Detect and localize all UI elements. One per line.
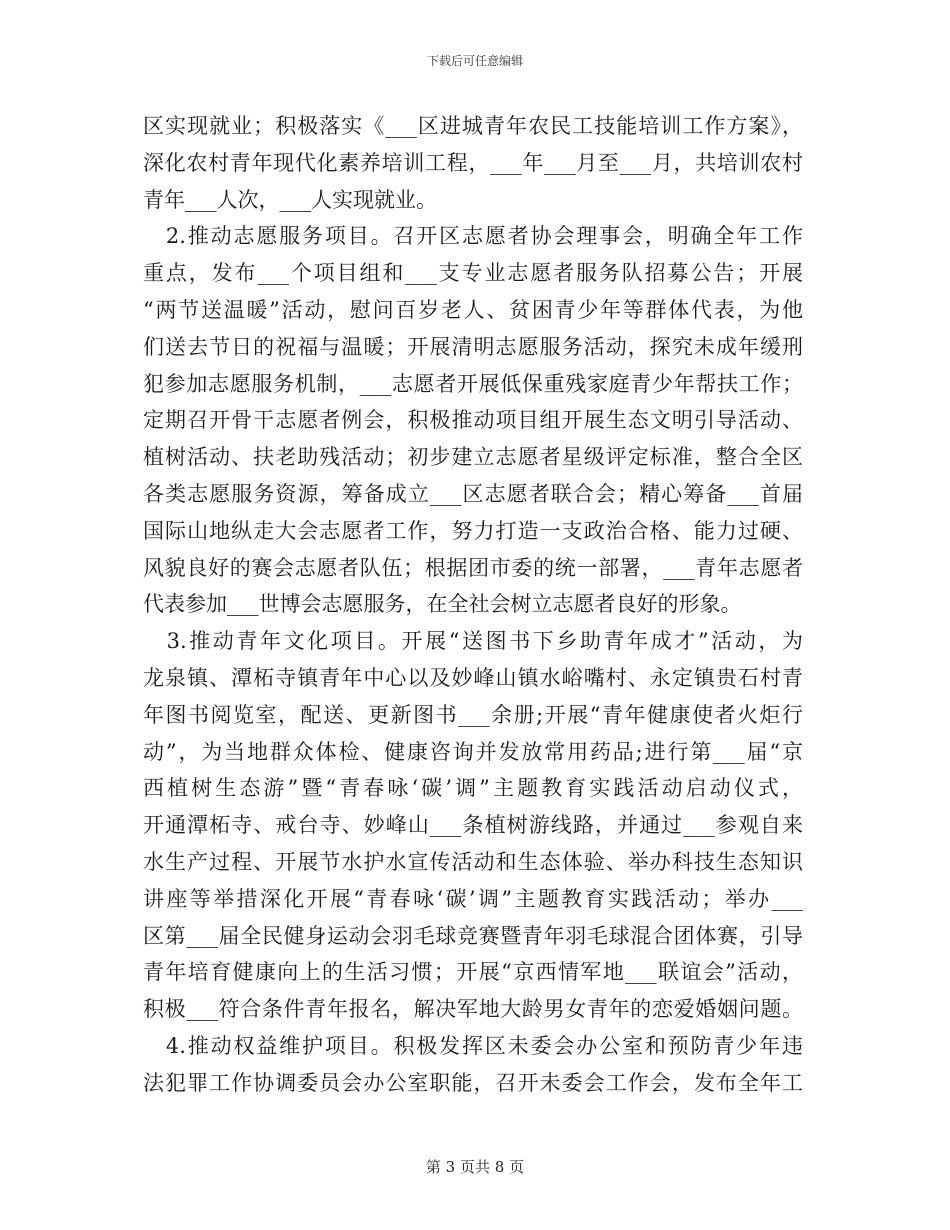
text-line: 开通潭柘寺、戒台寺、妙峰山___条植树游线路，并通过___参观自来	[143, 813, 803, 838]
text-line: 年图书阅览室，配送、更新图书___余册;开展“青年健康使者火炬行	[143, 702, 803, 727]
text-line: 3.推动青年文化项目。开展“送图书下乡助青年成才”活动，为	[143, 629, 803, 654]
text-line: 定期召开骨干志愿者例会，积极推动项目组开展生态文明引导活动、	[143, 408, 803, 433]
text-line: 区实现就业；积极落实《___区进城青年农民工技能培训工作方案》，	[143, 114, 803, 138]
text-line: 龙泉镇、潭柘寺镇青年中心以及妙峰山镇水峪嘴村、永定镇贵石村青	[143, 665, 803, 690]
text-line: 各类志愿服务资源，筹备成立___区志愿者联合会；精心筹备___首届	[143, 481, 803, 506]
body-text	[143, 108, 803, 1102]
text-line: 深化农村青年现代化素养培训工程，___年___月至___月，共培训农村	[143, 150, 803, 175]
text-line: 植树活动、扶老助残活动；初步建立志愿者星级评定标准，整合全区	[143, 445, 803, 470]
page-header: 下载后可任意编辑	[426, 54, 523, 68]
text-line: 风貌良好的赛会志愿者队伍；根据团市委的统一部署，___青年志愿者	[143, 555, 803, 580]
text-line: 青年___人次，___人实现就业。	[143, 187, 437, 212]
text-line: 动”，为当地群众体检、健康咨询并发放常用药品;进行第___届“京	[143, 739, 803, 764]
text-line: 2.推动志愿服务项目。召开区志愿者协会理事会，明确全年工作	[143, 224, 803, 249]
text-line: 区第___届全民健身运动会羽毛球竞赛暨青年羽毛球混合团体赛，引导	[143, 923, 803, 948]
text-line: 积极___符合条件青年报名，解决军地大龄男女青年的恋爱婚姻问题。	[143, 997, 803, 1022]
text-line: 4.推动权益维护项目。积极发挥区未委会办公室和预防青少年违	[143, 1033, 803, 1058]
text-line: 讲座等举措深化开展“青春咏‘碳’调”主题教育实践活动；举办___	[143, 886, 803, 911]
text-line: 重点，发布___个项目组和___支专业志愿者服务队招募公告；开展	[143, 261, 803, 286]
text-line: 代表参加___世博会志愿服务，在全社会树立志愿者良好的形象。	[143, 592, 742, 617]
text-line: 国际山地纵走大会志愿者工作，努力打造一支政治合格、能力过硬、	[143, 518, 803, 543]
text-line: 们送去节日的祝福与温暖；开展清明志愿服务活动，探究未成年缓刑	[143, 334, 803, 359]
page-footer: 第 3 页共 8 页	[425, 1158, 525, 1176]
text-line: 犯参加志愿服务机制，___志愿者开展低保重残家庭青少年帮扶工作；	[143, 371, 803, 396]
text-line: 水生产过程、开展节水护水宣传活动和生态体验、举办科技生态知识	[143, 849, 803, 874]
text-line: 青年培育健康向上的生活习惯；开展“京西情军地___联谊会”活动，	[143, 960, 803, 985]
text-line: 法犯罪工作协调委员会办公室职能，召开未委会工作会，发布全年工	[143, 1070, 803, 1095]
text-line: “两节送温暖”活动，慰问百岁老人、贫困青少年等群体代表，为他	[143, 297, 803, 322]
text-line: 西植树生态游”暨“青春咏‘碳’调”主题教育实践活动启动仪式，	[143, 776, 803, 801]
